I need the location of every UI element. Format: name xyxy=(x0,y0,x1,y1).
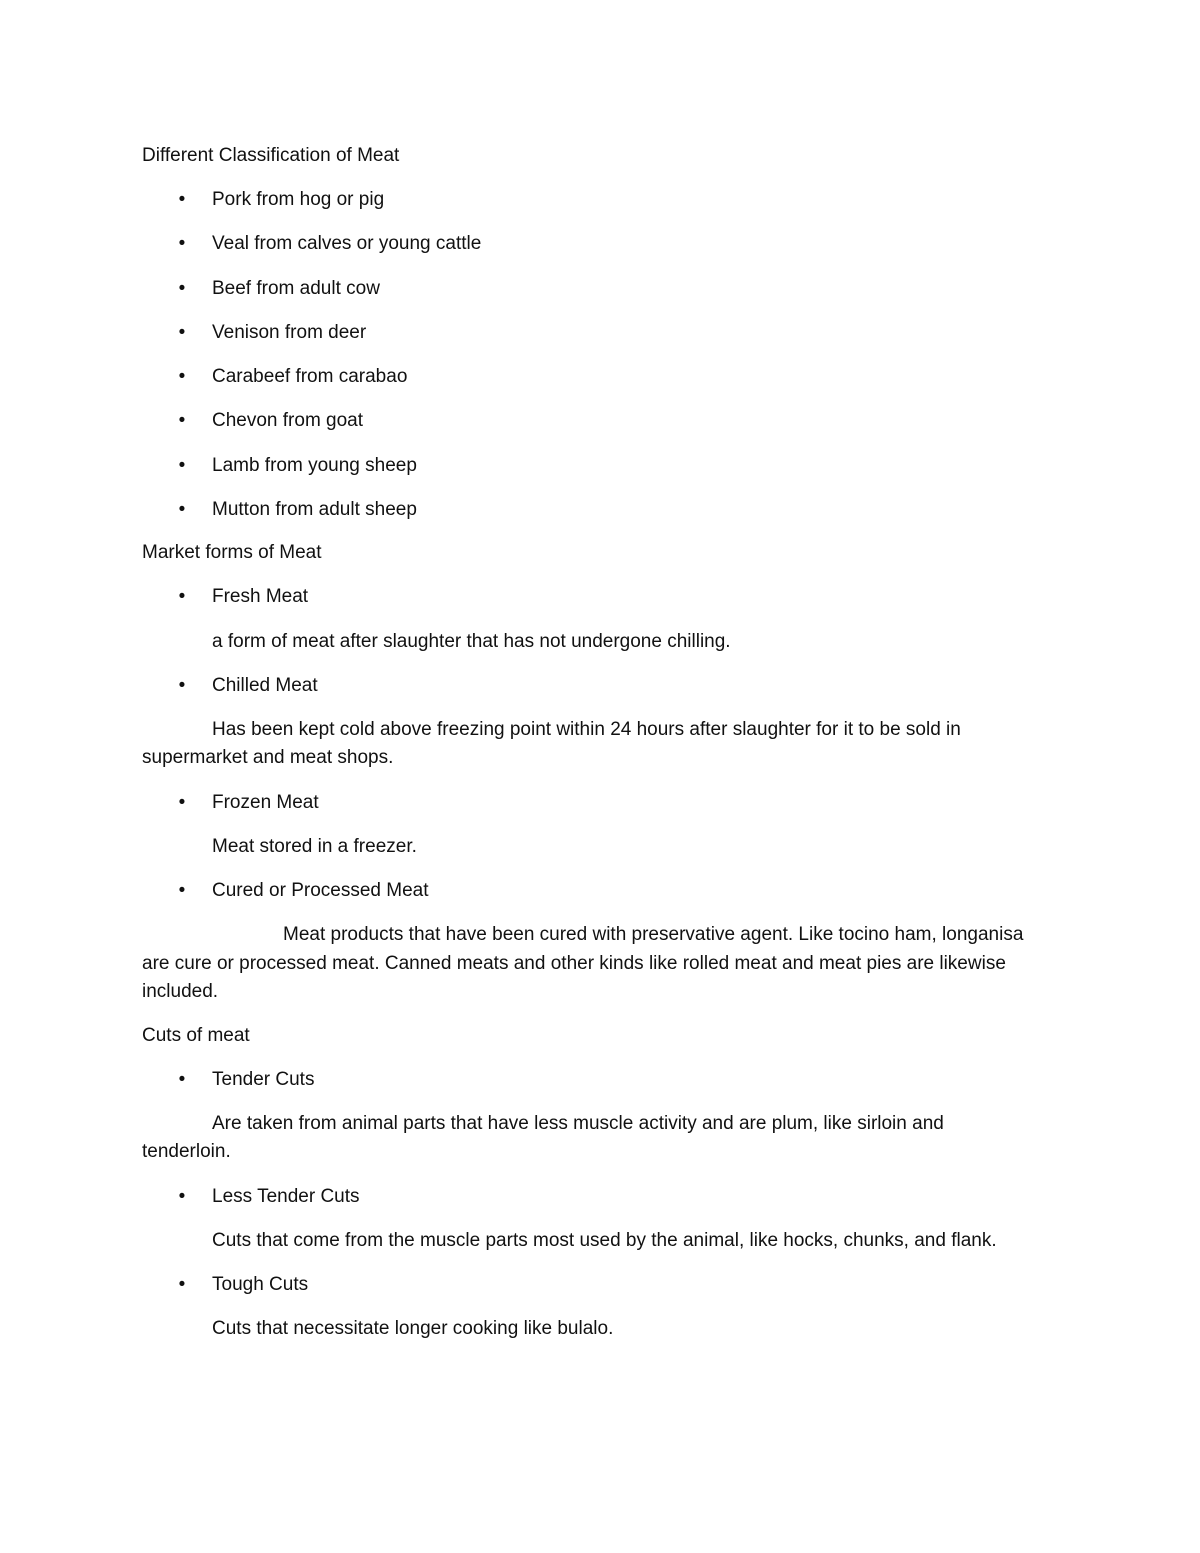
bullet-icon: • xyxy=(178,278,186,299)
description-text: are cure or processed meat. Canned meats and other kinds like rolled meat and meat pies are likewise xyxy=(142,953,1006,974)
bullet-icon: • xyxy=(178,880,186,901)
bullet-icon: • xyxy=(178,366,186,387)
bullet-icon: • xyxy=(178,1274,186,1295)
description-text: Meat products that have been cured with preservative agent. Like tocino ham, longanisa xyxy=(283,924,1024,945)
description-text: Cuts that come from the muscle parts most used by the animal, like hocks, chunks, and flank. xyxy=(212,1230,997,1251)
description-text: included. xyxy=(142,981,219,1002)
bullet-icon: • xyxy=(178,410,186,431)
list-item-text: Chilled Meat xyxy=(212,675,318,696)
list-item-text: Pork from hog or pig xyxy=(212,189,385,210)
list-item-text: Venison from deer xyxy=(212,322,367,343)
description-text: Are taken from animal parts that have less muscle activity and are plum, like sirloin and xyxy=(212,1113,944,1134)
list-item-text: Tender Cuts xyxy=(212,1069,315,1090)
list-item-text: Fresh Meat xyxy=(212,586,309,607)
bullet-icon: • xyxy=(178,675,186,696)
list-item-text: Lamb from young sheep xyxy=(212,455,417,476)
list-item-text: Mutton from adult sheep xyxy=(212,499,417,520)
heading-cuts: Cuts of meat xyxy=(142,1025,250,1046)
bullet-icon: • xyxy=(178,1069,186,1090)
description-text: supermarket and meat shops. xyxy=(142,747,394,768)
description-text: tenderloin. xyxy=(142,1141,231,1162)
list-item-text: Tough Cuts xyxy=(212,1274,309,1295)
list-item-text: Veal from calves or young cattle xyxy=(212,233,482,254)
bullet-icon: • xyxy=(178,233,186,254)
list-item-text: Cured or Processed Meat xyxy=(212,880,429,901)
list-item-text: Beef from adult cow xyxy=(212,278,380,299)
description-text: Has been kept cold above freezing point within 24 hours after slaughter for it to be sold in xyxy=(212,719,961,740)
list-item-text: Chevon from goat xyxy=(212,410,364,431)
bullet-icon: • xyxy=(178,455,186,476)
description-text: Meat stored in a freezer. xyxy=(212,836,417,857)
bullet-icon: • xyxy=(178,792,186,813)
list-item-text: Less Tender Cuts xyxy=(212,1186,360,1207)
bullet-icon: • xyxy=(178,189,186,210)
list-item-text: Carabeef from carabao xyxy=(212,366,408,387)
description-text: Cuts that necessitate longer cooking like bulalo. xyxy=(212,1318,614,1339)
bullet-icon: • xyxy=(178,322,186,343)
heading-market-forms: Market forms of Meat xyxy=(142,542,322,563)
description-text: a form of meat after slaughter that has not undergone chilling. xyxy=(212,631,731,652)
bullet-icon: • xyxy=(178,586,186,607)
bullet-icon: • xyxy=(178,1186,186,1207)
list-item-text: Frozen Meat xyxy=(212,792,319,813)
heading-classification: Different Classification of Meat xyxy=(142,145,400,166)
bullet-icon: • xyxy=(178,499,186,520)
